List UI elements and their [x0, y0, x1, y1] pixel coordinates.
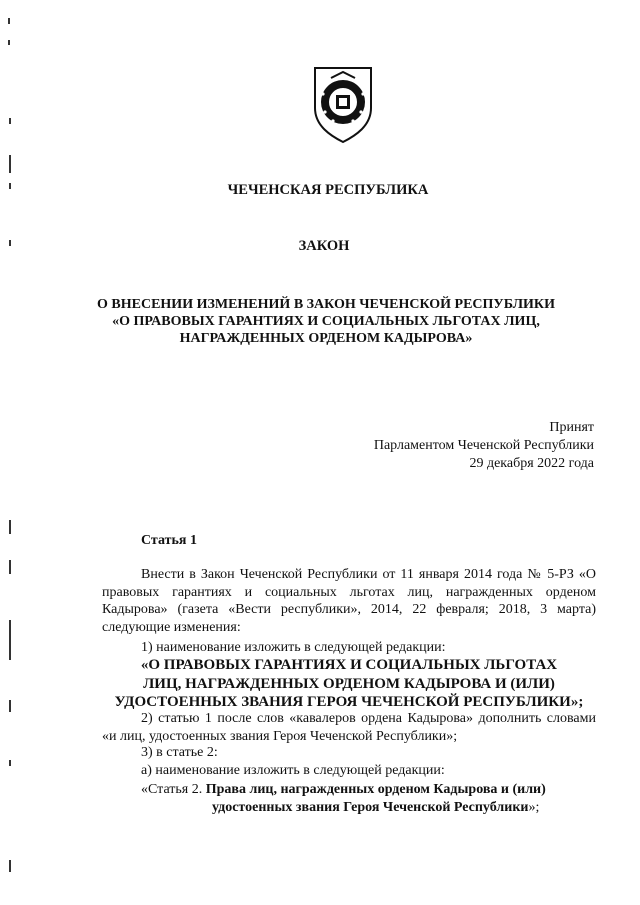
adopted-by: Парламентом Чеченской Республики — [373, 438, 594, 453]
item-3a: а) наименование изложить в следующей редакции: — [141, 763, 445, 778]
article-2-title-line2 — [212, 800, 539, 816]
article-2-title-line1 — [141, 782, 546, 798]
law-title-line: О ВНЕСЕНИИ ИЗМЕНЕНИЙ В ЗАКОН ЧЕЧЕНСКОЙ РЕСПУБЛИКИ — [97, 297, 555, 312]
article-2-title: Права лиц, награжденных орденом Кадырова и (или) — [205, 782, 546, 797]
new-law-name — [102, 656, 596, 712]
coat-of-arms-emblem — [311, 64, 375, 144]
item-3: 3) в статье 2: — [141, 745, 218, 760]
article-intro: Внести в Закон Чеченской Республики от 11 января 2014 года № 5-РЗ «О правовых гарантиях и социальных льготах лиц, награжденных орденом Кадырова» (газета «Вести республики», 2014, 22 февраля; 2018, 3 марта) следующие изменения: — [102, 567, 596, 635]
adoption-block — [374, 419, 594, 473]
law-title-line: НАГРАЖДЕННЫХ ОРДЕНОМ КАДЫРОВА» — [179, 331, 473, 346]
item-1: 1) наименование изложить в следующей редакции: — [141, 640, 446, 655]
article-2-prefix: «Статья 2. — [141, 782, 206, 797]
state-heading: ЧЕЧЕНСКАЯ РЕСПУБЛИКА — [227, 182, 429, 198]
article-heading: Статья 1 — [141, 533, 197, 548]
document-type: ЗАКОН — [298, 238, 350, 254]
new-law-name-line: ЛИЦ, НАГРАЖДЕННЫХ ОРДЕНОМ КАДЫРОВА И (ИЛИ) — [143, 675, 555, 692]
article-2-title-cont: удостоенных звания Героя Чеченской Республики — [212, 800, 529, 815]
item-2: 2) статью 1 после слов «кавалеров ордена Кадырова» дополнить словами «и лиц, удостоенных звания Героя Чеченской Республики»; — [102, 711, 596, 744]
law-title — [6, 296, 640, 347]
law-title-line: «О ПРАВОВЫХ ГАРАНТИЯХ И СОЦИАЛЬНЫХ ЛЬГОТАХ ЛИЦ, — [112, 314, 540, 329]
adopted-label: Принят — [549, 420, 594, 435]
adopted-date: 29 декабря 2022 года — [469, 456, 594, 471]
article-2-suffix: »; — [528, 800, 540, 815]
new-law-name-line: УДОСТОЕННЫХ ЗВАНИЯ ГЕРОЯ ЧЕЧЕНСКОЙ РЕСПУБЛИКИ»; — [114, 694, 584, 710]
new-law-name-line: «О ПРАВОВЫХ ГАРАНТИЯХ И СОЦИАЛЬНЫХ ЛЬГОТАХ — [140, 657, 558, 673]
